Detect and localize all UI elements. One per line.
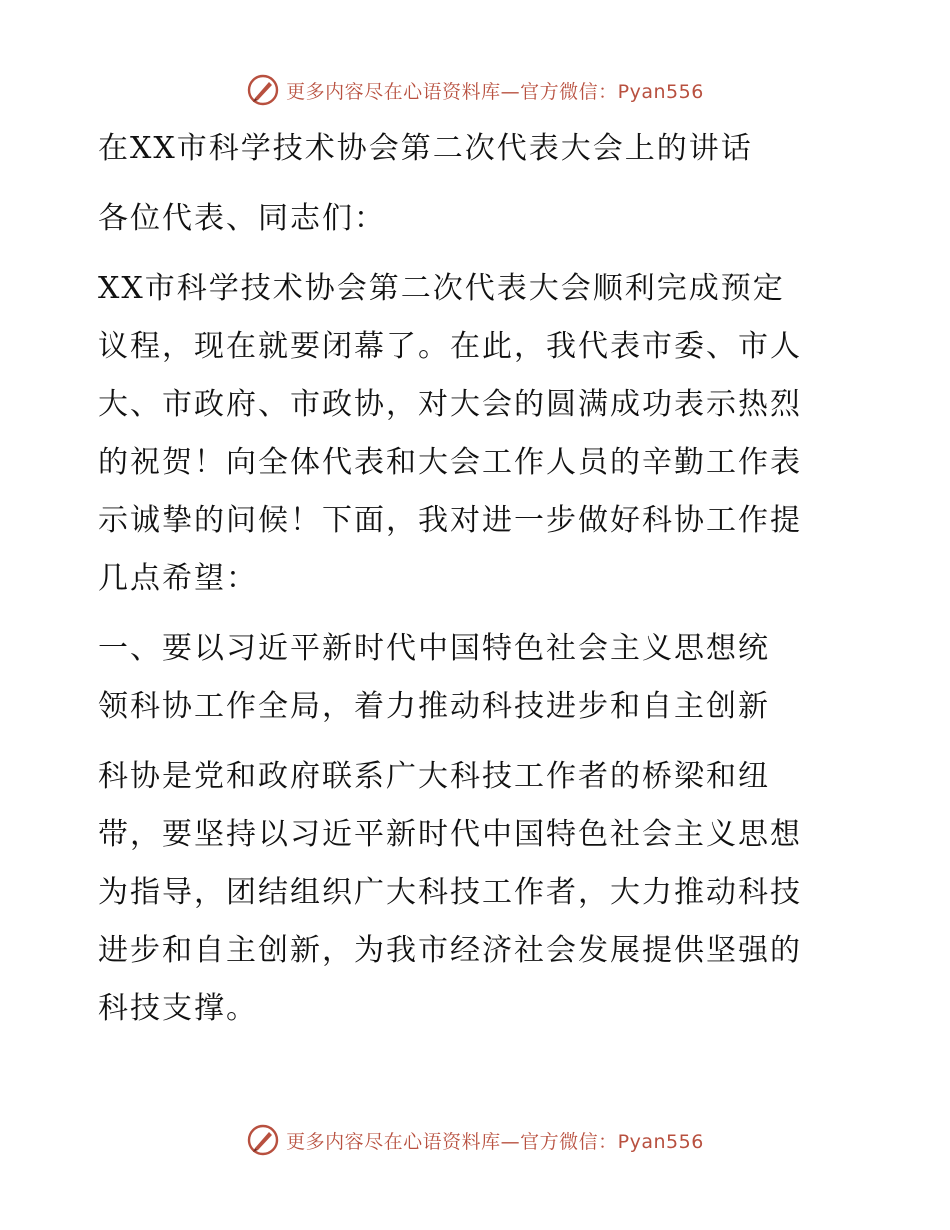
heading-line: 领科协工作全局，着力推动科技进步和自主创新	[98, 689, 770, 724]
quill-logo-icon	[246, 1123, 280, 1157]
paragraph-line: 进步和自主创新，为我市经济社会发展提供坚强的	[98, 933, 802, 968]
document-title: 在XX市科学技术协会第二次代表大会上的讲话	[98, 131, 753, 166]
paragraph-line: 几点希望：	[98, 561, 258, 596]
paragraph-line: 示诚挚的问候！下面，我对进一步做好科协工作提	[98, 503, 802, 538]
paragraph-line: 科协是党和政府联系广大科技工作者的桥梁和纽	[98, 759, 770, 794]
document-body	[98, 120, 850, 1038]
paragraph-line: 大、市政府、市政协，对大会的圆满成功表示热烈	[98, 387, 802, 422]
footer-banner-text: 更多内容尽在心语资料库—官方微信：Pyan556	[286, 1130, 704, 1153]
salutation: 各位代表、同志们：	[98, 201, 386, 236]
header-banner	[0, 70, 950, 110]
section-heading	[98, 620, 850, 736]
paragraph-line: 为指导，团结组织广大科技工作者，大力推动科技	[98, 875, 802, 910]
heading-line: 一、要以习近平新时代中国特色社会主义思想统	[98, 631, 770, 666]
paragraph-line: XX市科学技术协会第二次代表大会顺利完成预定	[98, 271, 785, 306]
header-banner-text: 更多内容尽在心语资料库—官方微信：Pyan556	[286, 80, 704, 103]
quill-logo-icon	[246, 73, 280, 107]
paragraph-line: 科技支撑。	[98, 991, 258, 1026]
paragraph-line: 带，要坚持以习近平新时代中国特色社会主义思想	[98, 817, 802, 852]
paragraph-opening	[98, 260, 850, 608]
footer-banner	[0, 1120, 950, 1160]
paragraph-line: 议程，现在就要闭幕了。在此，我代表市委、市人	[98, 329, 802, 364]
paragraph-line: 的祝贺！向全体代表和大会工作人员的辛勤工作表	[98, 445, 802, 480]
paragraph-section-one	[98, 748, 850, 1038]
